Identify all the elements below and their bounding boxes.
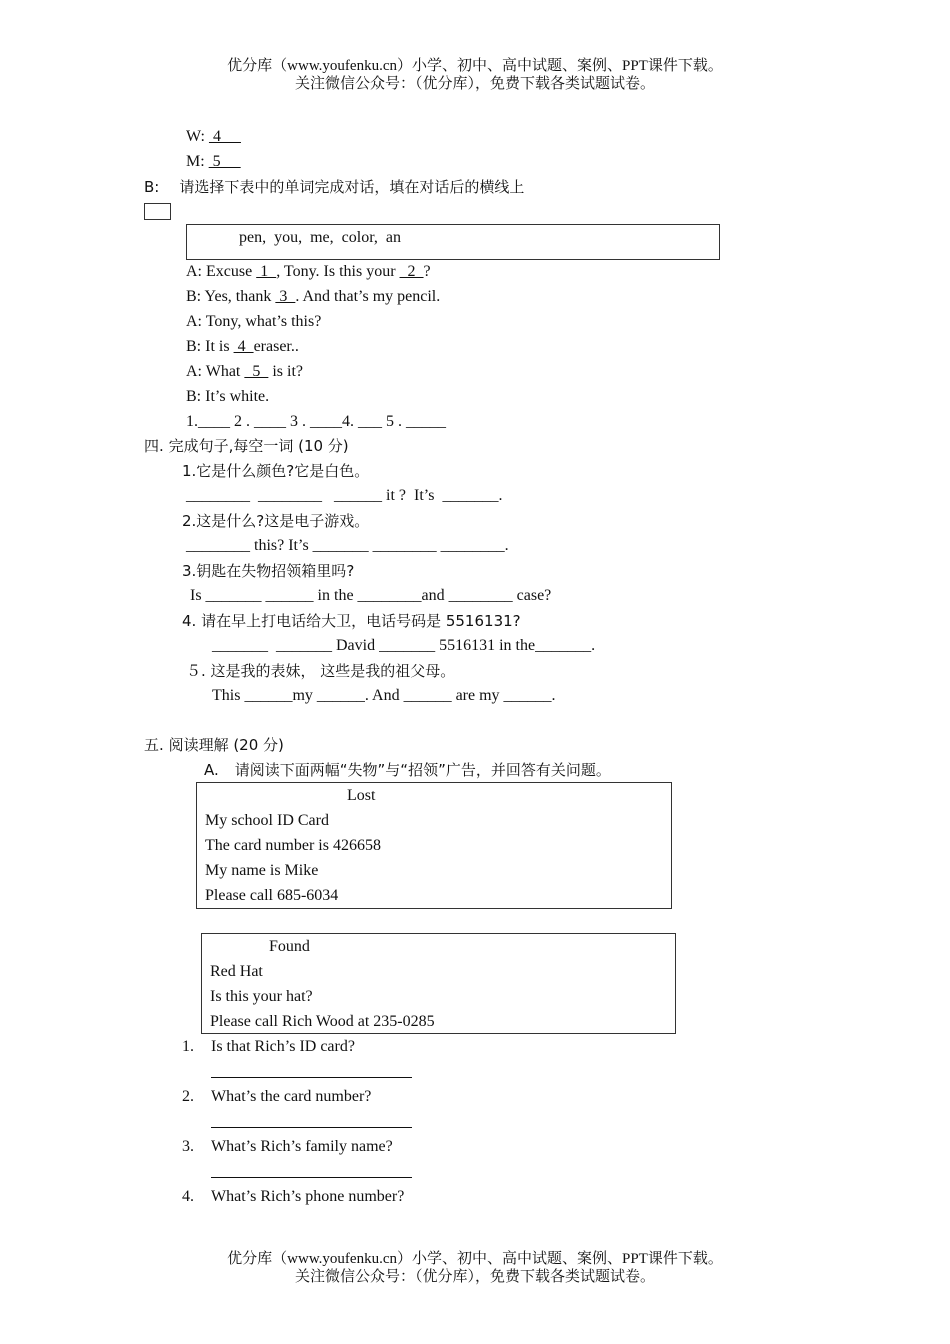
text: A: Excuse: [186, 263, 257, 280]
found-line: Is this your hat?: [210, 988, 313, 1005]
dialogue-line-3: A: Tony, what’s this?: [186, 313, 322, 330]
dialogue-m-line: [186, 152, 241, 172]
section-5-title: 阅读理解 (20 分): [168, 736, 284, 754]
q2-chinese: 2.这是什么?这是电子游戏。: [182, 512, 370, 530]
q5-chinese: ５. 这是我的表妹， 这些是我的祖父母。: [186, 662, 456, 680]
answer-line: [211, 1077, 412, 1078]
question-text: What’s Rich’s family name?: [211, 1138, 393, 1155]
m-label: M:: [186, 153, 209, 170]
small-empty-box: [144, 203, 171, 220]
found-notice: [201, 933, 676, 1034]
word-bank: pen, you, me, color, an: [239, 229, 401, 246]
q5-english: This ______my ______. And ______ are my ______.: [212, 687, 556, 704]
section-b-label: B:: [144, 178, 160, 196]
part-a-label: A.: [204, 761, 219, 779]
blank-2: 2: [399, 263, 424, 280]
w-blank: 4: [208, 128, 241, 145]
question-number: 2.: [182, 1088, 194, 1105]
blank-1: 1: [256, 263, 277, 280]
found-line: Red Hat: [210, 963, 263, 980]
q1-english: ________ ________ ______ it ? It’s _______.: [186, 487, 503, 504]
answer-line: [211, 1177, 412, 1178]
dialogue-line-5: [186, 362, 303, 382]
text: , Tony. Is this your: [276, 263, 400, 280]
section-b-heading: [144, 177, 524, 197]
question-number: 4.: [182, 1188, 194, 1205]
lost-line: The card number is 426658: [205, 837, 381, 854]
q3-english: Is _______ ______ in the ________and ________ case?: [190, 587, 552, 604]
lost-line: Please call 685-6034: [205, 887, 339, 904]
text: . And that’s my pencil.: [295, 288, 441, 305]
page-header-line2: 关注微信公众号：（优分库），免费下载各类试题试卷。: [294, 76, 655, 92]
section-b-instruction: 请选择下表中的单词完成对话，填在对话后的横线上: [179, 178, 525, 196]
dialogue-line-2: [186, 287, 440, 307]
answer-line: [211, 1127, 412, 1128]
found-heading: Found: [269, 938, 310, 955]
text: B: It is: [186, 338, 234, 355]
text: B: Yes, thank: [186, 288, 276, 305]
question-text: What’s the card number?: [211, 1088, 372, 1105]
q2-english: ________ this? It’s _______ ________ ________.: [186, 537, 509, 554]
q3-chinese: 3.钥匙在失物招领箱里吗?: [182, 562, 355, 580]
part-a-heading: [204, 760, 611, 780]
dialogue-w-line: [186, 127, 241, 147]
lost-heading: Lost: [347, 787, 376, 804]
w-label: W:: [186, 128, 209, 145]
section-5-heading: [144, 735, 284, 755]
dialogue-line-6: B: It’s white.: [186, 388, 270, 405]
section-4-num: 四.: [144, 437, 164, 455]
blank-5: 5: [244, 363, 269, 380]
page-header-line1: 优分库（www.youfenku.cn）小学、初中、高中试题、案例、PPT课件下载。: [227, 58, 723, 74]
answer-blanks: 1.____ 2 . ____ 3 . ____4. ___ 5 . _____: [186, 413, 446, 430]
word-bank-box: [186, 224, 720, 260]
section-5-num: 五.: [144, 736, 164, 754]
part-a-instruction: 请阅读下面两幅“失物”与“招领”广告，并回答有关问题。: [234, 761, 611, 779]
blank-3: 3: [275, 288, 296, 305]
page-footer-line2: 关注微信公众号：（优分库），免费下载各类试题试卷。: [294, 1269, 655, 1285]
question-number: 1.: [182, 1038, 194, 1055]
text: is it?: [268, 363, 304, 380]
dialogue-line-4: [186, 337, 299, 357]
q1-chinese: 1.它是什么颜色?它是白色。: [182, 462, 370, 480]
m-blank: 5: [208, 153, 241, 170]
question-number: 3.: [182, 1138, 194, 1155]
question-text: What’s Rich’s phone number?: [211, 1188, 405, 1205]
lost-line: My school ID Card: [205, 812, 329, 829]
found-line: Please call Rich Wood at 235-0285: [210, 1013, 435, 1030]
dialogue-line-1: [186, 262, 431, 282]
text: eraser..: [253, 338, 299, 355]
blank-4: 4: [233, 338, 254, 355]
q4-english: _______ _______ David _______ 5516131 in the_______.: [212, 637, 596, 654]
text: A: What: [186, 363, 245, 380]
section-4-heading: [144, 436, 349, 456]
section-4-title: 完成句子,每空一词 (10 分): [168, 437, 349, 455]
page-footer-line1: 优分库（www.youfenku.cn）小学、初中、高中试题、案例、PPT课件下载。: [227, 1251, 723, 1267]
lost-line: My name is Mike: [205, 862, 319, 879]
text: ?: [423, 263, 431, 280]
lost-notice: [196, 782, 672, 909]
q4-chinese: 4. 请在早上打电话给大卫，电话号码是 5516131?: [182, 612, 521, 630]
question-text: Is that Rich’s ID card?: [211, 1038, 355, 1055]
